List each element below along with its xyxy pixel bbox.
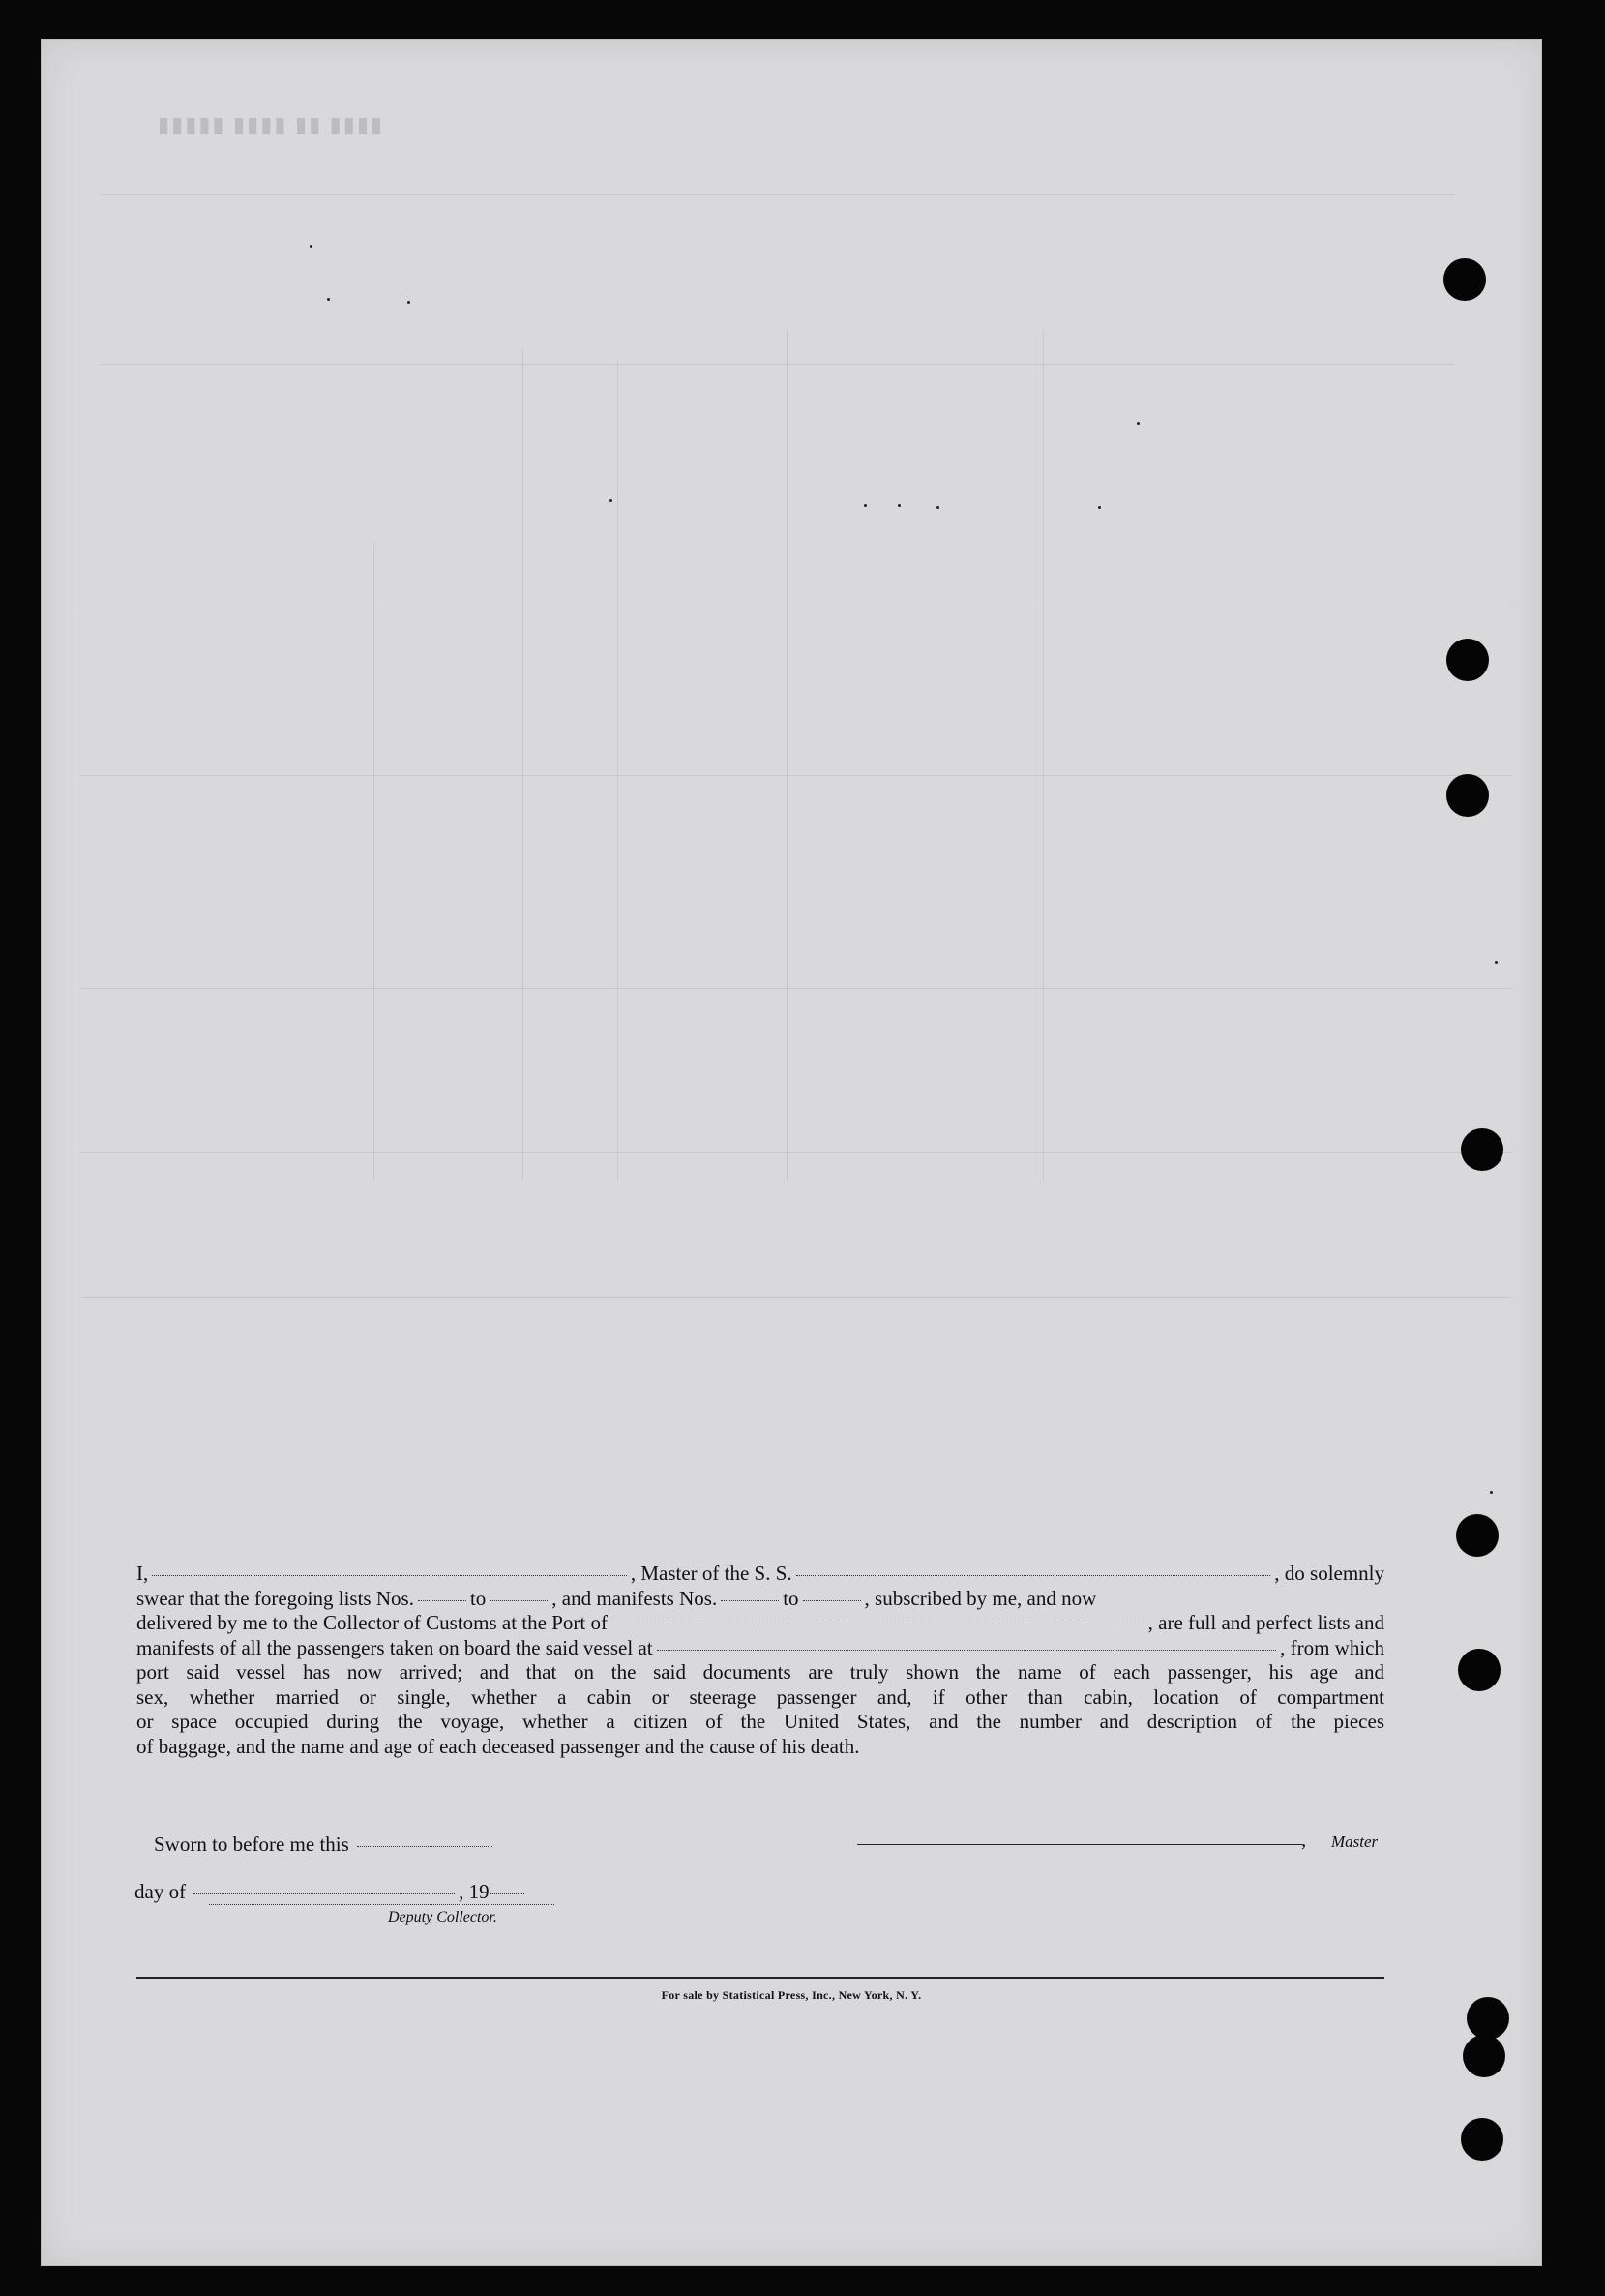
oath-line-3 [136, 1611, 1384, 1636]
footer-rule [136, 1977, 1384, 1979]
oath-line-5: port said vessel has now arrived; and that on the said documents are truly shown the name of each passenger, his age and [136, 1660, 1384, 1684]
punch-hole [1458, 1649, 1501, 1691]
ghost-rule [80, 775, 1512, 776]
punch-hole [1446, 639, 1489, 681]
year-label: , 19 [459, 1880, 490, 1903]
speck [1490, 1491, 1493, 1494]
oath-text: manifests of all the passengers taken on board the said vessel at [136, 1635, 653, 1659]
deputy-signature-line[interactable] [209, 1904, 554, 1905]
printer-imprint: For sale by Statistical Press, Inc., New York, N. Y. [661, 1988, 922, 2002]
blank-master-name[interactable] [152, 1575, 627, 1576]
speck [936, 506, 939, 509]
oath-text: , from which [1280, 1635, 1384, 1659]
oath-line-8: of baggage, and the name and age of each deceased passenger and the cause of his death. [136, 1734, 860, 1758]
punch-hole [1456, 1514, 1499, 1557]
speck [1098, 506, 1101, 509]
oath-paragraph [136, 1562, 1384, 1759]
ghost-rule [1043, 330, 1044, 1181]
oath-text: , are full and perfect lists and [1147, 1611, 1384, 1634]
ghost-rule [787, 330, 788, 1181]
blank-month[interactable] [193, 1893, 455, 1894]
ghost-rule [80, 1152, 1512, 1153]
speck [898, 504, 901, 507]
oath-text: I, [136, 1562, 149, 1585]
oath-text: to [783, 1586, 799, 1610]
oath-text: delivered by me to the Collector of Customs at the Port of [136, 1611, 608, 1634]
ghost-rule [617, 359, 618, 1181]
master-label: Master [1331, 1833, 1379, 1851]
speck [864, 504, 867, 507]
blank-manifest-to[interactable] [803, 1600, 861, 1601]
speck [310, 245, 312, 248]
master-signature-line[interactable] [857, 1844, 1302, 1845]
day-of-line [134, 1880, 524, 1904]
oath-text: , Master of the S. S. [630, 1562, 792, 1585]
oath-line-6: sex, whether married or single, whether a cabin or steerage passenger and, if other than cabin, location of compartment [136, 1685, 1384, 1709]
ghost-rule [100, 194, 1454, 195]
day-of-label: day of [134, 1880, 187, 1903]
oath-line-4 [136, 1636, 1384, 1661]
oath-line-1 [136, 1562, 1384, 1587]
sworn-label: Sworn to before me this [154, 1833, 349, 1856]
form-page [41, 39, 1542, 2266]
punch-hole [1463, 2035, 1505, 2077]
oath-text: , subscribed by me, and now [864, 1586, 1097, 1610]
ghost-bleed: ▮▮▮▮▮ ▮▮▮▮ ▮▮ ▮▮▮▮ [158, 112, 385, 136]
punch-hole [1443, 258, 1486, 301]
ghost-rule [80, 1297, 1512, 1298]
punch-hole [1467, 1997, 1509, 2040]
speck [609, 499, 612, 502]
deputy-collector-label: Deputy Collector. [388, 1909, 497, 1925]
blank-embark-port[interactable] [657, 1650, 1277, 1651]
blank-manifest-from[interactable] [721, 1600, 779, 1601]
ghost-rule [80, 988, 1512, 989]
speck [1495, 961, 1498, 964]
oath-line-2 [136, 1587, 1384, 1612]
speck [1137, 422, 1140, 425]
speck [327, 298, 330, 301]
oath-text: , and manifests Nos. [551, 1586, 718, 1610]
oath-text: , do solemnly [1274, 1562, 1385, 1585]
blank-ship-name[interactable] [796, 1575, 1271, 1576]
master-comma: , [1301, 1828, 1307, 1851]
punch-hole [1461, 1128, 1503, 1171]
sworn-line [154, 1833, 492, 1857]
oath-text: swear that the foregoing lists Nos. [136, 1586, 414, 1610]
ghost-rule [100, 364, 1454, 365]
ghost-rule [373, 543, 374, 1181]
speck [407, 301, 410, 304]
blank-sworn-day[interactable] [357, 1845, 492, 1847]
blank-year[interactable] [490, 1893, 524, 1894]
blank-list-from[interactable] [418, 1600, 466, 1601]
blank-list-to[interactable] [490, 1600, 548, 1601]
punch-hole [1461, 2118, 1503, 2161]
ghost-rule [522, 349, 523, 1181]
punch-hole [1446, 774, 1489, 817]
oath-line-7: or space occupied during the voyage, whether a citizen of the United States, and the number and description of the pieces [136, 1710, 1384, 1733]
oath-text: to [469, 1586, 487, 1610]
